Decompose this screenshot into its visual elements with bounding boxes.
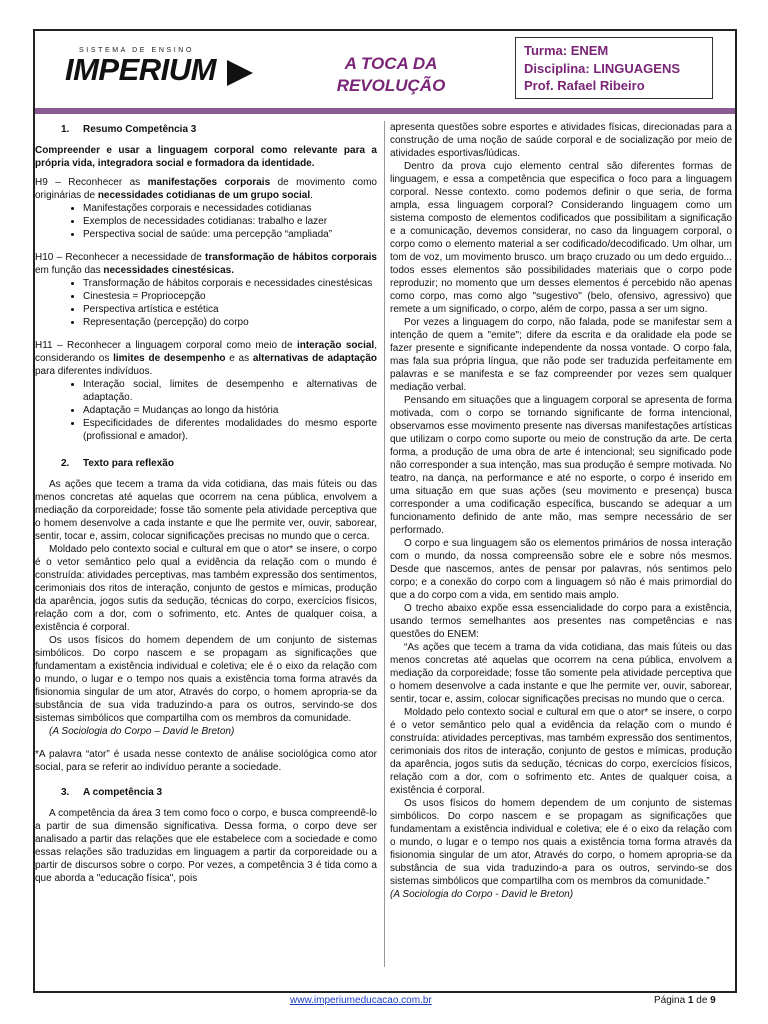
page-label: Página	[654, 995, 688, 1006]
title-line-2: REVOLUÇÃO	[336, 76, 446, 95]
h11-paragraph	[35, 339, 377, 378]
list-item: • Especificidades de diferentes modalidades do mesmo esporte (profissional e amador).	[83, 417, 377, 443]
competence-3-paragraph: A competência da área 3 tem como foco o corpo, e busca compreendê-lo a partir de sua dimensão significativa. Dessa forma, o corpo deve ser analisado a partir das relações que ele estabelece com a sociedade e como essas relações são traduzidas em linguagem a partir da corporeidade ou a partir de discursos sobre o corpo. Por vezes, a competência 3 é tida como a que aborda a "educação física", pois	[35, 808, 377, 884]
total-pages: 9	[710, 995, 716, 1006]
imperium-logo	[65, 47, 216, 86]
current-page: 1	[687, 995, 694, 1006]
left-column	[35, 121, 377, 885]
website-link[interactable]: www.imperiumeducacao.com.br	[290, 995, 432, 1006]
right-paragraph-1: apresenta questões sobre esportes e atividades físicas, direcionadas para a construção de uma noção de saúde corporal e de socialização por meio de atividades esportivas/lúdicas.	[390, 122, 732, 159]
section-3-heading	[61, 786, 377, 799]
page-header	[35, 31, 735, 109]
right-paragraph-3: Por vezes a linguagem do corpo, não falada, pode se manifestar sem a intenção de quem a "emite"; difere da escrita e da oralidade ela pode se fazer presente e significante independente da nossa vontade. O corpo fala, mas fala sua própria língua, que não pode ser traduzida perfeitamente em palavras e se manifesta e se faz compreender por vezes sem qualquer mediação verbal.	[390, 317, 732, 393]
h11-bold: interação social	[296, 340, 375, 351]
h10-list	[35, 277, 377, 329]
competence-intro: Compreender e usar a linguagem corporal como relevante para a própria vida, integradora social e formadora da identidade.	[35, 145, 377, 169]
h9-text: de movimento como originárias de	[35, 177, 377, 201]
section-number: 3.	[61, 787, 70, 798]
quote-citation: (A Sociologia do Corpo - David le Breton)	[390, 889, 574, 900]
section-title: A competência 3	[83, 787, 163, 798]
page-of: de	[693, 995, 711, 1006]
list-item: • Perspectiva social de saúde: uma percepção “ampliada”	[83, 228, 377, 241]
h9-paragraph	[35, 176, 377, 202]
reflection-paragraph-2: Moldado pelo contexto social e cultural em que o ator* se insere, o corpo é o vetor semântico pelo qual a evidência da relação com o mundo é construída: atividades perceptivas, mas também expressão dos sentimentos, cerimoniais dos ritos de interação, conjunto de gestos e mímicas, produção da aparência, jogos sutis da sedução, técnicas do corpo, exercícios físicos, relação com a dor, com o sofrimento, etc. Antes de qualquer coisa, a existência é corporal.	[35, 544, 377, 633]
h11-list	[35, 378, 377, 443]
reflection-citation: (A Sociologia do Corpo – David le Breton)	[49, 726, 235, 737]
h9-bold: necessidades cotidianas de um grupo social	[97, 190, 311, 201]
list-item: • Exemplos de necessidades cotidianas: trabalho e lazer	[83, 215, 377, 228]
h9-text: .	[310, 190, 313, 201]
list-item: • Perspectiva artística e estética	[83, 303, 377, 316]
h10-text: H10 – Reconhecer a necessidade de	[35, 252, 206, 263]
list-item: • Representação (percepção) do corpo	[83, 316, 377, 329]
h11-text: para diferentes indivíduos.	[35, 366, 153, 377]
h11-text: e as	[225, 353, 253, 364]
turma-label: Turma: ENEM	[524, 43, 609, 58]
document-title	[310, 53, 472, 97]
right-paragraph-4: Pensando em situações que a linguagem corporal se apresenta de forma motivada, com o corpo se tornando significante de forma intencional, observamos esse movimento presente nas diversas manifestações artísticas que utilizam o corpo como suporte ou meio de construção da arte. De certa forma, a produção de uma obra de arte é intencional; seu significado pode não corresponder a sua intenção, mas sua produção é sempre motivada. No teatro, na dança, na performance e até no esporte, o corpo é inserido em uma situação em que suas ações (seu movimento e presença) busca corresponder a uma codificação específica, buscando se adequar a um funcionamento definido de ante mão, mas sempre necessário de ser performado.	[390, 395, 732, 536]
section-1-heading	[61, 123, 377, 136]
title-line-1: A TOCA DA	[344, 54, 438, 73]
play-triangle-icon	[227, 60, 253, 86]
list-item: • Cinestesia = Propriocepção	[83, 290, 377, 303]
h11-text: H11 – Reconhecer a linguagem corporal como meio de	[35, 340, 297, 351]
list-item: • Manifestações corporais e necessidades cotidianas	[83, 202, 377, 215]
h11-bold: limites de desempenho	[113, 353, 226, 364]
h10-bold: transformação de hábitos corporais	[205, 252, 377, 263]
quote-paragraph-1: “As ações que tecem a trama da vida cotidiana, das mais fúteis ou das menos concretas até aquelas que ocorrem na cena pública, envolvem a mediação da corporeidade; fosse tão somente pela atividade perceptiva que o homem desenvolve a cada instante e que lhe permite ver, ouvir, saborear, sentir, tocar e, assim, colocar significações precisas no mundo que o cerca.	[390, 642, 732, 705]
reflection-paragraph-3: Os usos físicos do homem dependem de um conjunto de sistemas simbólicos. Do corpo nascem e se propagam as significações que fundamentam a existência individual e coletiva; ele é o eixo da relação com o mundo, o lugar e o tempo nos quais a existência toma forma através da fisionomia singular de um ator, Através do corpo, o homem apropria-se da substância de sua vida traduzindo-a para os outros, servindo-se dos sistemas simbólicos que compartilha com os membros da comunidade.	[35, 635, 377, 724]
list-item: • Interação social, limites de desempenho e alternativas de adaptação.	[83, 378, 377, 404]
right-paragraph-5: O corpo e sua linguagem são os elementos primários de nossa interação com o mundo, da nossa compreensão sobre ele e sobre nós mesmos. Desde que nascemos, antes de pensar por palavras, nós sentimos pelo corpo; e a conexão do corpo com a linguagem só não é mais primordial do que a do corpo com a vida, em sentido mais amplo.	[390, 538, 732, 601]
page-number	[654, 995, 716, 1006]
right-paragraph-2: Dentro da prova cujo elemento central são diferentes formas de linguagem, e essa a competência que especifica o foco para a linguagem corporal. Nesse contexto. como podemos definir o que seria, de forma ampla, essa linguagem corporal? Considerando linguagem como um sistema composto de elementos codificados que possibilitam a significação e a comunicação, devemos considerar, no caso da linguagem corporal, o corpo como o elemento material a ser codificado/decodificado. Um olhar, um tom de voz, um movimento brusco. um braço cruzado ou um dedo erguido... todos esses elementos são possibilidades materiais que o corpo pode reproduzir; no momento que um desses elementos é percebido não apenas como corpo, mas como algo "sugestivo" (belo, ofensivo, agressivo) que remete a um significado, o corpo, além de corpo, passa a ser um signo.	[390, 161, 732, 315]
list-item: • Transformação de hábitos corporais e necessidades cinestésicas	[83, 277, 377, 290]
professor-label: Prof. Rafael Ribeiro	[524, 78, 645, 93]
actor-footnote: *A palavra “ator” é usada nesse contexto de análise sociológica como ator social, para se referir ao indivíduo perante a sociedade.	[35, 749, 377, 773]
header-divider	[35, 108, 735, 114]
right-column	[390, 121, 732, 907]
reflection-paragraph-1: As ações que tecem a trama da vida cotidiana, das mais fúteis ou das menos concretas até aquelas que ocorrem na cena pública, envolvem a mediação da corporeidade; fosse tão somente pela atividade perceptiva que o homem desenvolve a cada instante e que lhe permite ver, ouvir, saborear, sentir, tocar e, assim, colocar significações precisas no mundo que o cerca.	[35, 479, 377, 542]
section-number: 2.	[61, 458, 70, 469]
section-2-heading	[61, 457, 377, 470]
h11-text: , considerando os	[35, 340, 377, 364]
h9-bold: manifestações corporais	[147, 177, 271, 188]
list-item: • Adaptação = Mudanças ao longo da história	[83, 404, 377, 417]
right-paragraph-6: O trecho abaixo expõe essa essencialidade do corpo para a existência, usando termos semelhantes aos presentes nas competências e nas questões do ENEM:	[390, 603, 732, 640]
section-number: 1.	[61, 124, 70, 135]
logo-wordmark: IMPERIUM	[65, 52, 216, 87]
h9-text: H9 – Reconhecer as	[35, 177, 148, 188]
h9-list	[35, 202, 377, 241]
quote-paragraph-2: Moldado pelo contexto social e cultural em que o ator* se insere, o corpo é o vetor semântico pelo qual a evidência da relação com o mundo é construída: atividades perceptivas, mas também expressão dos sentimentos, cerimoniais dos ritos de interação, conjunto de gestos e mímicas, produção da aparência, jogos sutis da sedução, técnicas do corpo, exercícios físicos, relação com a dor, com o sofrimento etc. Antes de qualquer coisa, a existência é corporal.	[390, 707, 732, 796]
class-info-box	[515, 37, 713, 99]
column-divider	[384, 121, 385, 967]
h11-bold: alternativas de adaptação	[252, 353, 378, 364]
h10-bold: necessidades cinestésicas.	[103, 265, 235, 276]
logo-tagline: SISTEMA DE ENSINO	[79, 47, 194, 54]
section-title: Resumo Competência 3	[83, 124, 197, 135]
quote-paragraph-3: Os usos físicos do homem dependem de um conjunto de sistemas simbólicos. Do corpo nascem e se propagam as significações que fundamentam a existência individual e coletiva; ele é o eixo da relação com o mundo, o lugar e o tempo nos quais a existência toma forma através da fisionomia singular de um ator, Através do corpo, o homem apropria-se da substância de sua vida traduzindo-a para os outros, servindo-se dos sistemas simbólicos que compartilha com os membros da comunidade.”	[390, 798, 732, 887]
disciplina-label: Disciplina: LINGUAGENS	[524, 60, 681, 76]
h10-text: em função das	[35, 265, 104, 276]
h10-paragraph	[35, 251, 377, 277]
section-title: Texto para reflexão	[83, 458, 174, 469]
